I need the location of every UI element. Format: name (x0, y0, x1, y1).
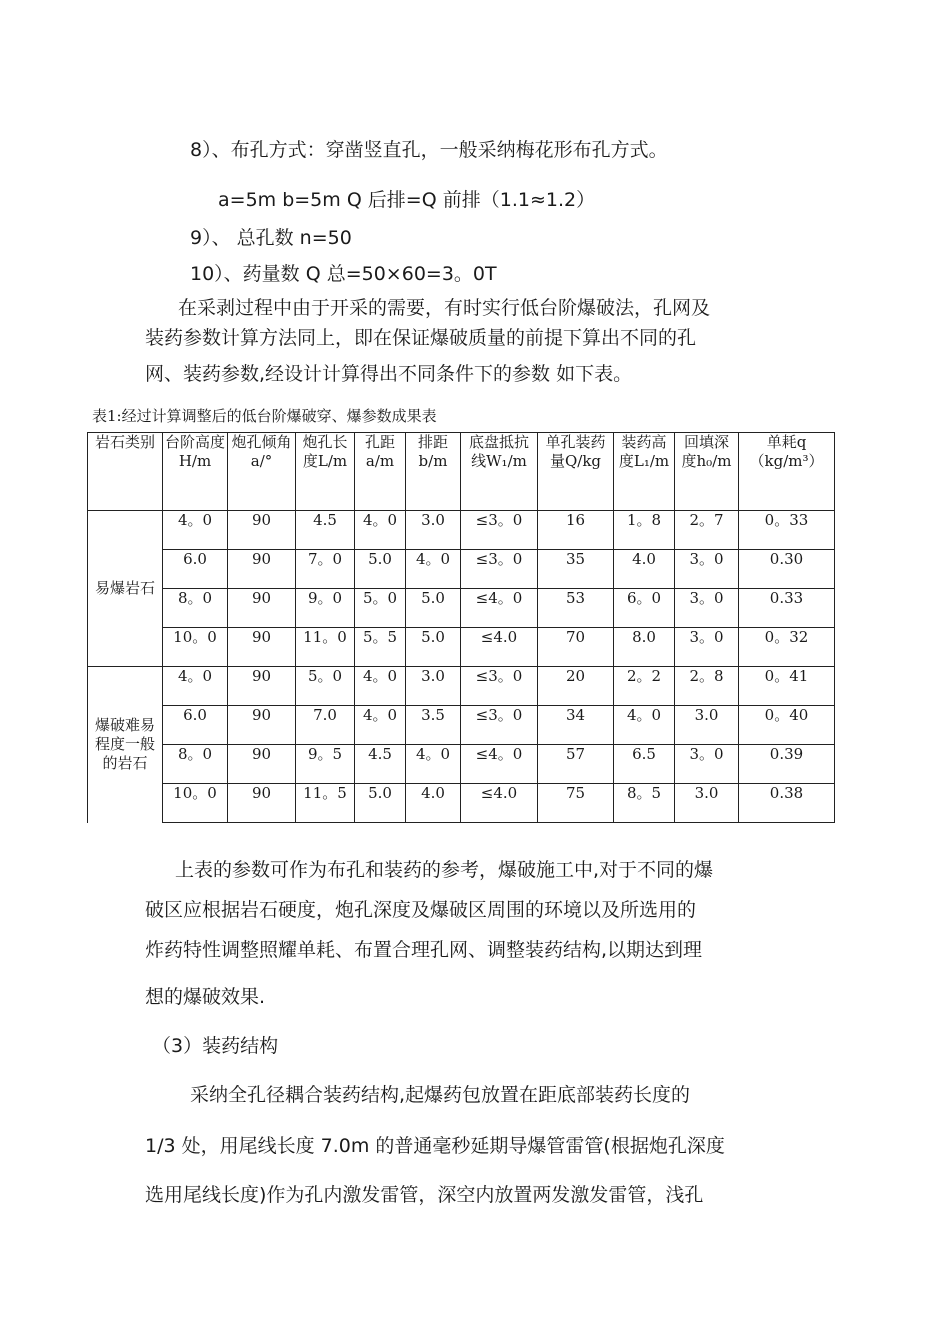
table-row (88, 628, 835, 667)
table-cell: ≤4.0 (461, 628, 538, 667)
table-header-row (88, 433, 835, 511)
paragraph-note-l4: 想的爆破效果. (145, 986, 266, 1008)
header-cell: 单孔装药量Q/kg (538, 433, 614, 511)
table-cell: 5。0 (355, 589, 406, 628)
header-cell: 底盘抵抗线W₁/m (461, 433, 538, 511)
table-cell: ≤3。0 (461, 706, 538, 745)
table-cell: 3.0 (675, 784, 739, 823)
paragraph-charge-l3: 选用尾线长度)作为孔内激发雷管，深空内放置两发激发雷管，浅孔 (145, 1184, 704, 1206)
table-cell: 70 (538, 628, 614, 667)
table-cell: 5。0 (296, 667, 355, 706)
table-cell: 7.0 (296, 706, 355, 745)
table-row (88, 784, 835, 823)
table-row (88, 550, 835, 589)
section-heading-charge-structure: （3）装药结构 (152, 1035, 279, 1057)
table-cell: 7。0 (296, 550, 355, 589)
table-cell: 0.39 (739, 745, 835, 784)
blasting-parameters-table (87, 432, 835, 823)
table-cell: 3.5 (406, 706, 461, 745)
paragraph-intro-l3: 网、装药参数,经设计计算得出不同条件下的参数 如下表。 (145, 363, 633, 385)
table-cell: 90 (228, 628, 296, 667)
table-cell: 90 (228, 511, 296, 550)
table-cell: 0。41 (739, 667, 835, 706)
table-cell: 4。0 (355, 706, 406, 745)
table-cell: 4。0 (355, 511, 406, 550)
table-cell: 0。32 (739, 628, 835, 667)
table-cell: 2。2 (614, 667, 675, 706)
table-cell: 90 (228, 706, 296, 745)
table-cell: 10。0 (163, 784, 228, 823)
table-body (88, 511, 835, 823)
item-8-layout: 8）、布孔方式：穿凿竖直孔，一般采纳梅花形布孔方式。 (190, 139, 668, 161)
table-cell: 3。0 (675, 745, 739, 784)
header-cell: 单耗q（kg/m³） (739, 433, 835, 511)
table-cell: 3.0 (406, 667, 461, 706)
table-cell: 3.0 (675, 706, 739, 745)
table-cell: 0.30 (739, 550, 835, 589)
table-cell: 75 (538, 784, 614, 823)
table-cell: 11。5 (296, 784, 355, 823)
table-cell: 57 (538, 745, 614, 784)
header-cell: 炮孔倾角a/° (228, 433, 296, 511)
table-cell: 2。8 (675, 667, 739, 706)
table-cell: 2。7 (675, 511, 739, 550)
table-cell: 4.0 (614, 550, 675, 589)
table-cell: 6。0 (614, 589, 675, 628)
item-10-charge: 10）、药量数 Q 总=50×60=3。0T (190, 263, 497, 285)
table-cell: ≤3。0 (461, 511, 538, 550)
table-cell: 90 (228, 784, 296, 823)
table-cell: 5.0 (355, 550, 406, 589)
table-cell: ≤3。0 (461, 550, 538, 589)
header-cell: 排距b/m (406, 433, 461, 511)
table-row (88, 511, 835, 550)
table-cell: 4。0 (406, 550, 461, 589)
table-cell: 0。33 (739, 511, 835, 550)
header-cell: 台阶高度H/m (163, 433, 228, 511)
rock-category-cell: 易爆岩石 (88, 511, 163, 667)
table-cell: 4。0 (355, 667, 406, 706)
table-cell: 4。0 (163, 667, 228, 706)
table-cell: 10。0 (163, 628, 228, 667)
table-row (88, 667, 835, 706)
table-cell: 3.0 (406, 511, 461, 550)
header-cell: 岩石类别 (88, 433, 163, 511)
table-cell: 8。5 (614, 784, 675, 823)
table-cell: 11。0 (296, 628, 355, 667)
table-cell: 4.0 (406, 784, 461, 823)
table-row (88, 745, 835, 784)
table-cell: 8.0 (614, 628, 675, 667)
paragraph-note-l3: 炸药特性调整照耀单耗、布置合理孔网、调整装药结构,以期达到理 (145, 939, 703, 961)
table-cell: ≤4。0 (461, 589, 538, 628)
spacing-formula: a=5m b=5m Q 后排=Q 前排（1.1≈1.2） (218, 189, 596, 211)
table-cell: 5。5 (355, 628, 406, 667)
table-cell: 90 (228, 589, 296, 628)
paragraph-charge-l1: 采纳全孔径耦合装药结构,起爆药包放置在距底部装药长度的 (190, 1084, 691, 1106)
table-cell: 4.5 (296, 511, 355, 550)
table-cell: 90 (228, 550, 296, 589)
table-cell: 35 (538, 550, 614, 589)
table-cell: ≤3。0 (461, 667, 538, 706)
paragraph-intro-l2: 装药参数计算方法同上，即在保证爆破质量的前提下算出不同的孔 (145, 327, 697, 349)
table-cell: 53 (538, 589, 614, 628)
table-cell: 4。0 (163, 511, 228, 550)
table-cell: 8。0 (163, 745, 228, 784)
table-cell: 6.0 (163, 706, 228, 745)
table-cell: 4。0 (406, 745, 461, 784)
paragraph-note-l1: 上表的参数可作为布孔和装药的参考，爆破施工中,对于不同的爆 (175, 859, 714, 881)
table-cell: 3。0 (675, 628, 739, 667)
table-cell: 3。0 (675, 550, 739, 589)
table-cell: ≤4.0 (461, 784, 538, 823)
table-caption: 表1:经过计算调整后的低台阶爆破穿、爆参数成果表 (92, 407, 437, 425)
table-cell: 5.0 (355, 784, 406, 823)
table-cell: 0.33 (739, 589, 835, 628)
table-cell: 4。0 (614, 706, 675, 745)
table-cell: 90 (228, 667, 296, 706)
table-row (88, 706, 835, 745)
table-cell: 5.0 (406, 628, 461, 667)
table-cell: 9。5 (296, 745, 355, 784)
table-cell: 1。8 (614, 511, 675, 550)
header-cell: 回填深度h₀/m (675, 433, 739, 511)
table-cell: 34 (538, 706, 614, 745)
table-cell: 0。40 (739, 706, 835, 745)
paragraph-charge-l2: 1/3 处，用尾线长度 7.0m 的普通毫秒延期导爆管雷管(根据炮孔深度 (145, 1135, 725, 1157)
rock-category-cell: 爆破难易程度一般的岩石 (88, 667, 163, 823)
table-cell: 4.5 (355, 745, 406, 784)
header-cell: 孔距a/m (355, 433, 406, 511)
paragraph-note-l2: 破区应根据岩石硬度，炮孔深度及爆破区周围的环境以及所选用的 (145, 899, 697, 921)
table-cell: 0.38 (739, 784, 835, 823)
table-cell: 90 (228, 745, 296, 784)
table-cell: 8。0 (163, 589, 228, 628)
item-9-holes: 9）、 总孔数 n=50 (190, 227, 352, 249)
table-cell: 6.0 (163, 550, 228, 589)
paragraph-intro-l1: 在采剥过程中由于开采的需要，有时实行低台阶爆破法，孔网及 (178, 297, 711, 319)
table-cell: 20 (538, 667, 614, 706)
table-row (88, 589, 835, 628)
header-cell: 装药高度L₁/m (614, 433, 675, 511)
table-cell: 5.0 (406, 589, 461, 628)
table-cell: 9。0 (296, 589, 355, 628)
table-cell: 6.5 (614, 745, 675, 784)
table-cell: ≤4。0 (461, 745, 538, 784)
header-cell: 炮孔长度L/m (296, 433, 355, 511)
table-cell: 3。0 (675, 589, 739, 628)
table-cell: 16 (538, 511, 614, 550)
